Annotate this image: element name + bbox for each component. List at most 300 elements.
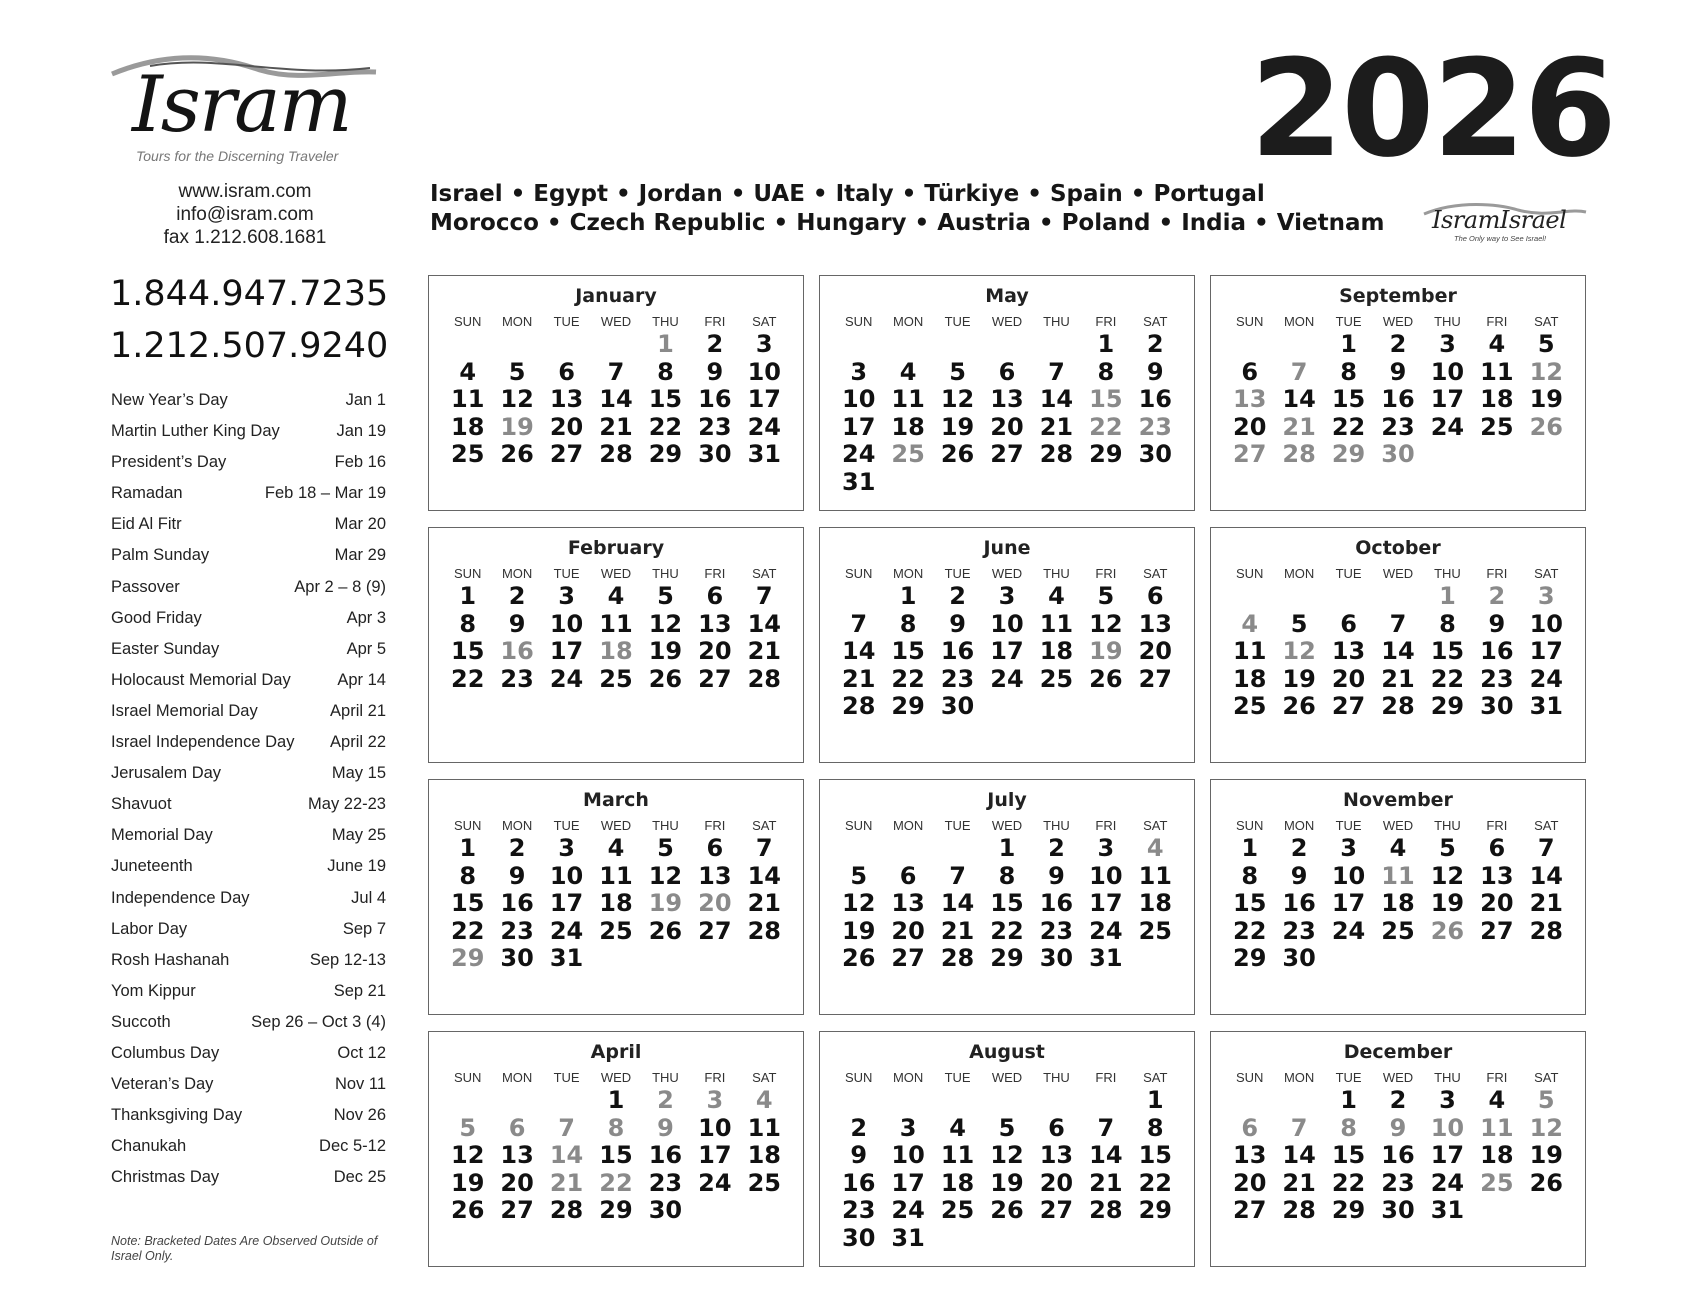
day-cell: 31	[842, 467, 876, 496]
day-cell: 4	[755, 1086, 773, 1114]
day-empty	[982, 331, 1031, 359]
weekday-header	[1225, 1070, 1571, 1085]
month-title: September	[1339, 285, 1457, 307]
day-empty	[883, 331, 932, 359]
day-cell: 7	[607, 357, 625, 386]
day-cell: 13	[1138, 609, 1172, 638]
holiday-date: Mar 20	[334, 515, 386, 534]
day-grid	[443, 583, 789, 693]
weekday-label: MON	[1283, 314, 1315, 329]
day-cell: 29	[451, 944, 485, 972]
weekday-header	[1225, 818, 1571, 833]
day-empty	[443, 1087, 492, 1115]
day-empty	[542, 1087, 591, 1115]
day-cell: 28	[1089, 1196, 1123, 1224]
day-cell: 3	[1439, 1086, 1456, 1114]
holiday-date: May 22-23	[308, 795, 386, 814]
day-cell: 29	[1233, 944, 1267, 972]
day-cell: 2	[508, 582, 526, 610]
day-cell: 13	[1233, 1141, 1267, 1169]
day-cell: 9	[657, 1113, 674, 1142]
day-cell: 9	[1290, 861, 1308, 890]
day-cell: 11	[1381, 861, 1415, 890]
weekday-label: SUN	[844, 1070, 873, 1085]
day-cell: 5	[1439, 834, 1456, 862]
day-empty	[982, 1087, 1031, 1115]
weekday-label: WED	[1382, 818, 1414, 833]
day-cell: 3	[1340, 834, 1357, 862]
day-cell: 22	[990, 916, 1024, 945]
holiday-name: Succoth	[111, 1012, 171, 1031]
day-cell: 3	[899, 1113, 917, 1142]
month-september	[1210, 275, 1586, 511]
day-cell: 24	[1089, 916, 1123, 945]
day-cell: 20	[1039, 1168, 1074, 1197]
day-cell: 20	[1138, 637, 1172, 665]
day-cell: 18	[1233, 664, 1267, 693]
day-cell: 2	[1389, 1086, 1407, 1114]
day-cell: 2	[1488, 582, 1506, 610]
isram-israel-logo	[1418, 200, 1588, 250]
day-cell: 11	[599, 861, 633, 890]
day-cell: 18	[1039, 637, 1074, 665]
weekday-label: MON	[892, 566, 924, 581]
holiday-name: Martin Luther King Day	[111, 422, 280, 441]
weekday-label: THU	[1434, 314, 1461, 329]
day-cell: 6	[998, 357, 1016, 386]
day-cell: 11	[1039, 609, 1074, 638]
day-cell: 18	[599, 889, 633, 917]
day-cell: 8	[459, 861, 477, 890]
day-empty	[933, 1087, 982, 1115]
day-cell: 30	[1039, 944, 1074, 972]
day-cell: 4	[1241, 609, 1259, 638]
day-cell: 21	[1282, 1168, 1316, 1197]
day-cell: 12	[648, 609, 683, 638]
holiday-item	[111, 668, 386, 699]
day-cell: 4	[607, 834, 625, 862]
day-cell: 1	[1340, 330, 1357, 358]
day-cell: 31	[1430, 1196, 1465, 1224]
holiday-item	[111, 917, 386, 948]
day-cell: 11	[1138, 861, 1172, 890]
day-cell: 29	[891, 692, 925, 720]
holiday-item	[111, 854, 386, 885]
day-cell: 16	[1480, 637, 1514, 665]
holiday-name: Chanukah	[111, 1137, 187, 1156]
day-cell: 7	[558, 1113, 575, 1142]
day-cell: 14	[599, 385, 633, 413]
day-cell: 10	[891, 1141, 925, 1169]
day-cell: 9	[949, 609, 966, 638]
weekday-label: TUE	[1335, 566, 1362, 581]
weekday-label: TUE	[553, 1070, 580, 1085]
logo-tagline: Tours for the Discerning Traveler	[136, 148, 339, 164]
holiday-item	[111, 761, 386, 792]
day-cell: 16	[1381, 385, 1415, 413]
day-cell: 5	[657, 834, 674, 862]
day-cell: 24	[1529, 664, 1563, 693]
sub-brand-wordmark: IsramIsrael	[1432, 206, 1567, 234]
day-cell: 7	[1537, 834, 1555, 862]
holiday-name: Jerusalem Day	[111, 764, 222, 783]
day-cell: 10	[698, 1113, 732, 1142]
day-cell: 24	[549, 916, 584, 945]
weekday-label: SUN	[453, 818, 482, 833]
day-cell: 11	[451, 385, 485, 413]
day-cell: 24	[549, 664, 584, 693]
day-cell: 19	[1282, 664, 1316, 693]
weekday-label: SUN	[844, 818, 873, 833]
day-cell: 22	[1331, 412, 1366, 441]
day-empty	[1274, 583, 1323, 611]
day-cell: 25	[1480, 412, 1514, 441]
day-cell: 30	[648, 1196, 683, 1224]
weekday-header	[834, 314, 1180, 329]
weekday-label: SAT	[752, 818, 777, 833]
day-empty	[834, 583, 883, 611]
day-cell: 25	[599, 916, 633, 945]
day-cell: 27	[1233, 1196, 1267, 1224]
day-cell: 21	[842, 664, 876, 693]
day-cell: 5	[1290, 609, 1308, 638]
day-cell: 24	[747, 412, 781, 441]
day-empty	[834, 331, 883, 359]
day-cell: 21	[1529, 889, 1563, 917]
holiday-date: Jul 4	[351, 888, 386, 907]
day-cell: 22	[451, 664, 485, 693]
day-cell: 26	[500, 440, 534, 468]
day-cell: 1	[1146, 1086, 1164, 1114]
day-cell: 3	[558, 834, 575, 862]
day-cell: 5	[1537, 1086, 1555, 1114]
day-cell: 6	[1340, 609, 1357, 638]
day-grid	[443, 1087, 789, 1225]
day-cell: 26	[1282, 692, 1316, 720]
month-title: November	[1343, 789, 1453, 811]
day-cell: 16	[698, 385, 732, 413]
day-cell: 25	[451, 440, 485, 468]
day-cell: 11	[747, 1113, 781, 1142]
month-title: August	[969, 1041, 1045, 1063]
day-cell: 14	[747, 861, 781, 890]
day-cell: 22	[1138, 1168, 1172, 1197]
day-empty	[1373, 583, 1422, 611]
weekday-label: SAT	[752, 314, 777, 329]
holiday-date: Apr 3	[346, 608, 386, 627]
day-cell: 20	[1233, 1168, 1267, 1197]
day-cell: 12	[648, 861, 683, 890]
day-cell: 15	[1089, 385, 1123, 413]
day-grid	[834, 1087, 1180, 1252]
month-title: February	[567, 537, 665, 559]
day-cell: 14	[1039, 385, 1074, 413]
holiday-item	[111, 388, 386, 419]
day-cell: 27	[1233, 440, 1267, 468]
weekday-label: SUN	[453, 566, 482, 581]
day-cell: 14	[1282, 385, 1316, 413]
day-cell: 5	[1537, 330, 1555, 358]
weekday-label: WED	[600, 314, 632, 329]
day-cell: 23	[648, 1168, 683, 1197]
day-cell: 9	[508, 609, 526, 638]
day-cell: 10	[1331, 861, 1366, 890]
holiday-item	[111, 1041, 386, 1072]
day-cell: 8	[459, 609, 477, 638]
holiday-name: Palm Sunday	[111, 546, 210, 565]
day-cell: 8	[1097, 357, 1115, 386]
day-cell: 8	[657, 357, 674, 386]
weekday-label: FRI	[1095, 818, 1117, 833]
weekday-label: THU	[1434, 1070, 1461, 1085]
day-cell: 21	[549, 1168, 584, 1197]
month-june	[819, 527, 1195, 763]
day-cell: 4	[1488, 330, 1506, 358]
day-cell: 17	[1430, 1141, 1465, 1169]
weekday-label: SAT	[1534, 818, 1559, 833]
day-cell: 28	[940, 944, 975, 972]
weekday-label: SAT	[752, 1070, 777, 1085]
day-cell: 12	[842, 889, 876, 917]
day-cell: 19	[451, 1168, 485, 1197]
day-cell: 2	[706, 330, 724, 358]
day-cell: 26	[990, 1196, 1024, 1224]
day-cell: 29	[1138, 1196, 1172, 1224]
day-cell: 25	[599, 664, 633, 693]
email-link[interactable]: info@isram.com	[176, 204, 314, 225]
day-cell: 15	[451, 637, 485, 665]
day-cell: 29	[648, 440, 683, 468]
weekday-label: SUN	[1235, 818, 1264, 833]
day-cell: 6	[1146, 582, 1164, 610]
day-cell: 25	[891, 440, 925, 468]
weekday-label: TUE	[553, 818, 580, 833]
day-cell: 24	[990, 664, 1024, 693]
day-cell: 2	[1146, 330, 1164, 358]
day-cell: 28	[599, 440, 633, 468]
day-cell: 9	[1048, 861, 1065, 890]
day-cell: 20	[698, 637, 732, 665]
holiday-date: Jan 1	[345, 391, 386, 409]
year-title: 2026	[1250, 31, 1615, 187]
weekday-label: THU	[652, 314, 679, 329]
day-cell: 27	[500, 1196, 534, 1224]
day-cell: 13	[500, 1141, 534, 1169]
day-cell: 30	[842, 1223, 876, 1252]
day-cell: 17	[549, 889, 584, 917]
day-cell: 3	[558, 582, 575, 610]
day-cell: 12	[1529, 1113, 1563, 1142]
day-cell: 2	[508, 834, 526, 862]
day-cell: 13	[990, 385, 1024, 413]
holiday-name: Christmas Day	[111, 1168, 220, 1187]
day-cell: 10	[842, 385, 876, 413]
day-cell: 21	[1381, 664, 1415, 693]
day-cell: 1	[459, 834, 477, 862]
day-cell: 8	[1439, 609, 1456, 638]
weekday-label: WED	[991, 566, 1023, 581]
day-cell: 2	[949, 582, 966, 610]
weekday-label: FRI	[704, 314, 726, 329]
day-cell: 23	[940, 664, 975, 693]
contact-info	[110, 180, 380, 249]
day-cell: 17	[1529, 637, 1563, 665]
day-empty	[1324, 583, 1373, 611]
weekday-label: SAT	[752, 566, 777, 581]
day-cell: 8	[899, 609, 917, 638]
weekday-label: THU	[652, 818, 679, 833]
day-cell: 1	[1241, 834, 1259, 862]
weekday-label: THU	[1043, 818, 1070, 833]
day-cell: 20	[1480, 889, 1514, 917]
month-title: July	[987, 789, 1027, 811]
day-cell: 6	[1241, 1113, 1259, 1142]
day-cell: 10	[549, 609, 584, 638]
day-cell: 1	[1439, 582, 1456, 610]
day-cell: 10	[1529, 609, 1563, 638]
day-cell: 15	[599, 1141, 633, 1169]
weekday-label: FRI	[1095, 1070, 1117, 1085]
day-cell: 3	[1097, 834, 1115, 862]
phone-tollfree[interactable]: 1.844.947.7235	[110, 274, 389, 314]
holiday-item	[111, 606, 386, 637]
weekday-label: FRI	[1486, 818, 1508, 833]
day-empty	[591, 331, 640, 359]
day-cell: 24	[698, 1168, 732, 1197]
day-cell: 31	[747, 440, 781, 468]
day-cell: 30	[1282, 944, 1316, 972]
day-empty	[1032, 331, 1081, 359]
day-cell: 27	[698, 664, 732, 693]
weekday-label: THU	[1043, 1070, 1070, 1085]
month-august	[819, 1031, 1195, 1267]
holiday-date: Jan 19	[336, 422, 386, 441]
day-empty	[1032, 1087, 1081, 1115]
day-cell: 8	[607, 1113, 625, 1142]
day-cell: 16	[1381, 1141, 1415, 1169]
day-cell: 29	[1430, 692, 1465, 720]
day-empty	[443, 331, 492, 359]
weekday-label: WED	[1382, 314, 1414, 329]
weekday-header	[443, 1070, 789, 1085]
day-cell: 18	[1138, 889, 1172, 917]
day-cell: 30	[1381, 440, 1415, 468]
day-grid	[834, 331, 1180, 496]
holiday-date: Dec 25	[333, 1168, 386, 1187]
weekday-label: MON	[501, 566, 533, 581]
weekday-label: MON	[892, 1070, 924, 1085]
day-cell: 19	[648, 889, 683, 917]
day-cell: 7	[850, 609, 868, 638]
day-cell: 23	[1480, 664, 1514, 693]
day-cell: 23	[698, 412, 732, 441]
day-cell: 19	[940, 412, 975, 441]
day-cell: 14	[747, 609, 781, 638]
day-cell: 20	[990, 412, 1024, 441]
day-cell: 28	[1529, 916, 1563, 945]
holiday-item	[111, 450, 386, 481]
day-cell: 15	[990, 889, 1024, 917]
day-cell: 30	[500, 944, 534, 972]
month-february	[428, 527, 804, 763]
day-cell: 21	[747, 637, 781, 665]
holiday-date: Apr 5	[346, 639, 386, 658]
day-cell: 14	[549, 1141, 584, 1169]
holiday-date: Apr 2 – 8 (9)	[294, 577, 386, 596]
day-cell: 23	[842, 1196, 876, 1224]
month-title: May	[985, 285, 1029, 307]
holiday-name: Eid Al Fitr	[111, 515, 182, 534]
phone-local[interactable]: 1.212.507.9240	[110, 326, 389, 366]
day-empty	[883, 1087, 932, 1115]
weekday-label: MON	[1283, 566, 1315, 581]
day-cell: 23	[1282, 916, 1316, 945]
day-cell: 22	[1331, 1168, 1366, 1197]
day-cell: 3	[706, 1086, 724, 1114]
weekday-header	[443, 314, 789, 329]
day-cell: 13	[549, 385, 584, 413]
weekday-label: SAT	[1143, 314, 1168, 329]
day-cell: 30	[698, 440, 732, 468]
day-cell: 28	[747, 664, 781, 693]
day-cell: 4	[1488, 1086, 1506, 1114]
isram-logo	[110, 52, 380, 162]
day-cell: 29	[599, 1196, 633, 1224]
day-cell: 19	[648, 637, 683, 665]
day-cell: 3	[1537, 582, 1555, 610]
holiday-name: Labor Day	[111, 919, 188, 938]
day-cell: 1	[1097, 330, 1115, 358]
day-cell: 22	[891, 664, 925, 693]
holiday-date: Nov 26	[333, 1106, 386, 1125]
day-cell: 11	[940, 1141, 975, 1169]
day-cell: 22	[1089, 412, 1123, 441]
weekday-label: MON	[892, 314, 924, 329]
day-cell: 28	[1039, 440, 1074, 468]
day-cell: 3	[850, 357, 868, 386]
day-cell: 1	[657, 330, 674, 358]
day-cell: 21	[1282, 412, 1316, 441]
weekday-label: WED	[1382, 566, 1414, 581]
day-cell: 8	[998, 861, 1016, 890]
day-cell: 18	[747, 1141, 781, 1169]
weekday-label: WED	[991, 314, 1023, 329]
fax-number: fax 1.212.608.1681	[163, 227, 327, 248]
day-cell: 12	[990, 1141, 1024, 1169]
day-cell: 15	[451, 889, 485, 917]
day-grid	[1225, 835, 1571, 973]
day-cell: 22	[648, 412, 683, 441]
day-cell: 30	[1381, 1196, 1415, 1224]
day-cell: 26	[1529, 1168, 1563, 1197]
day-cell: 5	[657, 582, 674, 610]
holiday-name: Good Friday	[111, 608, 202, 627]
day-cell: 3	[755, 330, 773, 358]
day-cell: 11	[1233, 637, 1267, 665]
day-cell: 22	[599, 1168, 633, 1197]
day-cell: 27	[698, 916, 732, 945]
day-cell: 5	[459, 1113, 477, 1142]
day-cell: 20	[549, 412, 584, 441]
day-cell: 16	[500, 637, 534, 665]
website-link[interactable]: www.isram.com	[178, 181, 312, 202]
holiday-date: Dec 5-12	[319, 1137, 386, 1156]
weekday-label: WED	[600, 566, 632, 581]
day-empty	[883, 835, 932, 863]
weekday-label: TUE	[944, 818, 971, 833]
day-cell: 18	[891, 412, 925, 441]
day-empty	[834, 1087, 883, 1115]
